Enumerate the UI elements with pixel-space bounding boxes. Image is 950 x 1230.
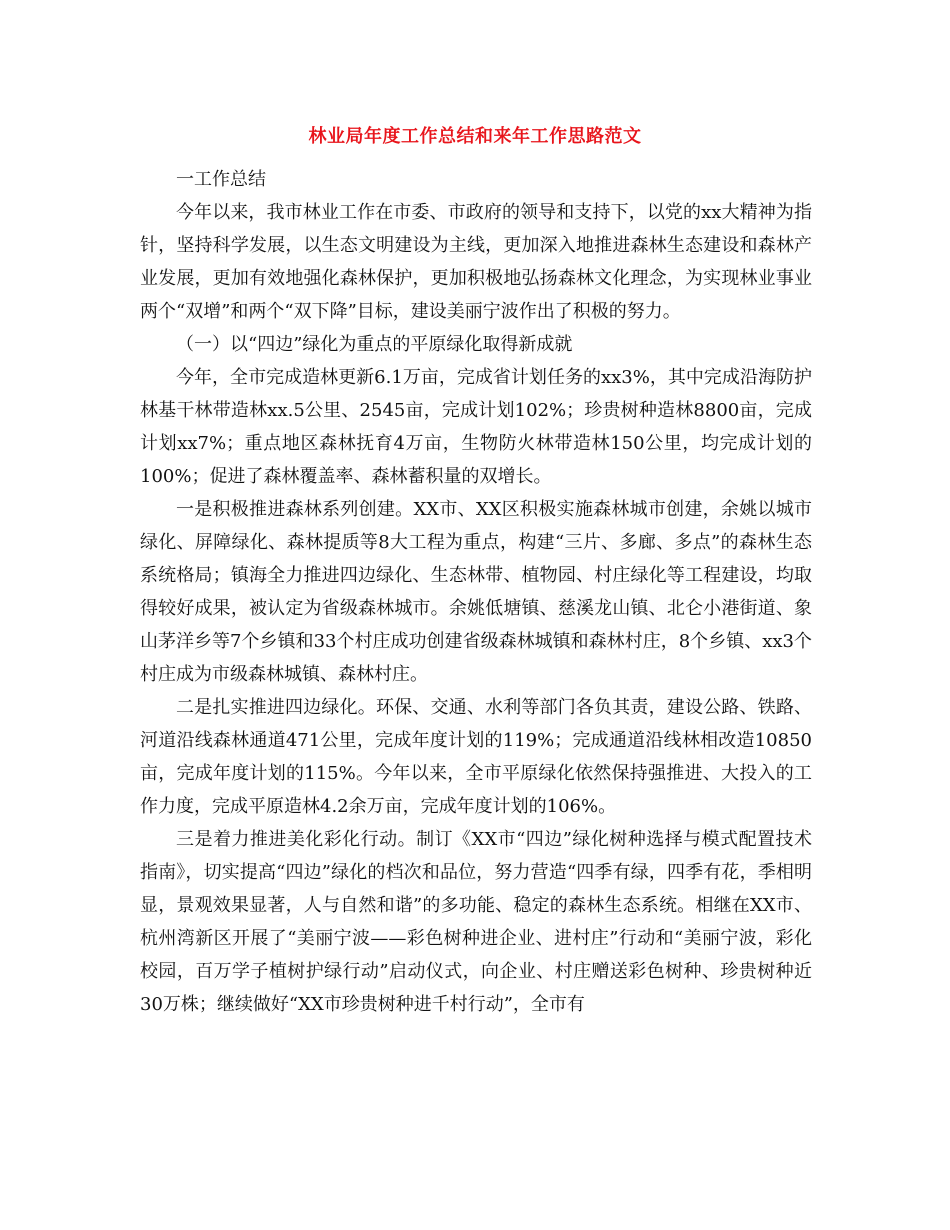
paragraph-intro: 今年以来，我市林业工作在市委、市政府的领导和支持下，以党的xx大精神为指针，坚持科学发展，以生态文明建设为主线，更加深入地推进森林生态建设和森林产业发展，更加有效地强化森林保护，更加积极地弘扬森林文化理念，为实现林业事业两个“双增”和两个“双下降”目标，建设美丽宁波作出了积极的努力。 bbox=[140, 202, 812, 322]
paragraph-afforestation: 今年，全市完成造林更新6.1万亩，完成省计划任务的xx3%，其中完成沿海防护林基干林带造林xx.5公里、2545亩，完成计划102%；珍贵树种造林8800亩，完成计划xx7%；重点地区森林抚育4万亩，生物防火林带造林150公里，均完成计划的100%；促进了森林覆盖率、森林蓄积量的双增长。 bbox=[140, 367, 812, 487]
section-heading-summary: 一工作总结 bbox=[176, 169, 266, 190]
paragraph-four-sides-greening: 二是扎实推进四边绿化。环保、交通、水利等部门各负其责，建设公路、铁路、河道沿线森林通道471公里，完成年度计划的119%；完成通道沿线林相改造10850亩，完成年度计划的115%。今年以来，全市平原绿化依然保持强推进、大投入的工作力度，完成平原造林4.2余万亩，完成年度计划的106%。 bbox=[140, 697, 812, 817]
document-body bbox=[140, 163, 812, 1021]
paragraph-forest-creation: 一是积极推进森林系列创建。XX市、XX区积极实施森林城市创建，余姚以城市绿化、屏障绿化、森林提质等8大工程为重点，构建“三片、多廊、多点”的森林生态系统格局；镇海全力推进四边绿化、生态林带、植物园、村庄绿化等工程建设，均取得较好成果，被认定为省级森林城市。余姚低塘镇、慈溪龙山镇、北仑小港街道、象山茅洋乡等7个乡镇和33个村庄成功创建省级森林城镇和森林村庄，8个乡镇、xx3个村庄成为市级森林城镇、森林村庄。 bbox=[140, 499, 812, 685]
paragraph-beautification: 三是着力推进美化彩化行动。制订《XX市“四边”绿化树种选择与模式配置技术指南》，切实提高“四边”绿化的档次和品位，努力营造“四季有绿，四季有花，季相明显，景观效果显著，人与自然和谐”的多功能、稳定的森林生态系统。相继在XX市、杭州湾新区开展了“美丽宁波——彩色树种进企业、进村庄”行动和“美丽宁波，彩化校园，百万学子植树护绿行动”启动仪式，向企业、村庄赠送彩色树种、珍贵树种近30万株；继续做好“XX市珍贵树种进千村行动”，全市有 bbox=[140, 829, 812, 1015]
document-title: 林业局年度工作总结和来年工作思路范文 bbox=[308, 126, 642, 147]
section-heading-plain-greening: （一）以“四边”绿化为重点的平原绿化取得新成就 bbox=[176, 334, 573, 355]
